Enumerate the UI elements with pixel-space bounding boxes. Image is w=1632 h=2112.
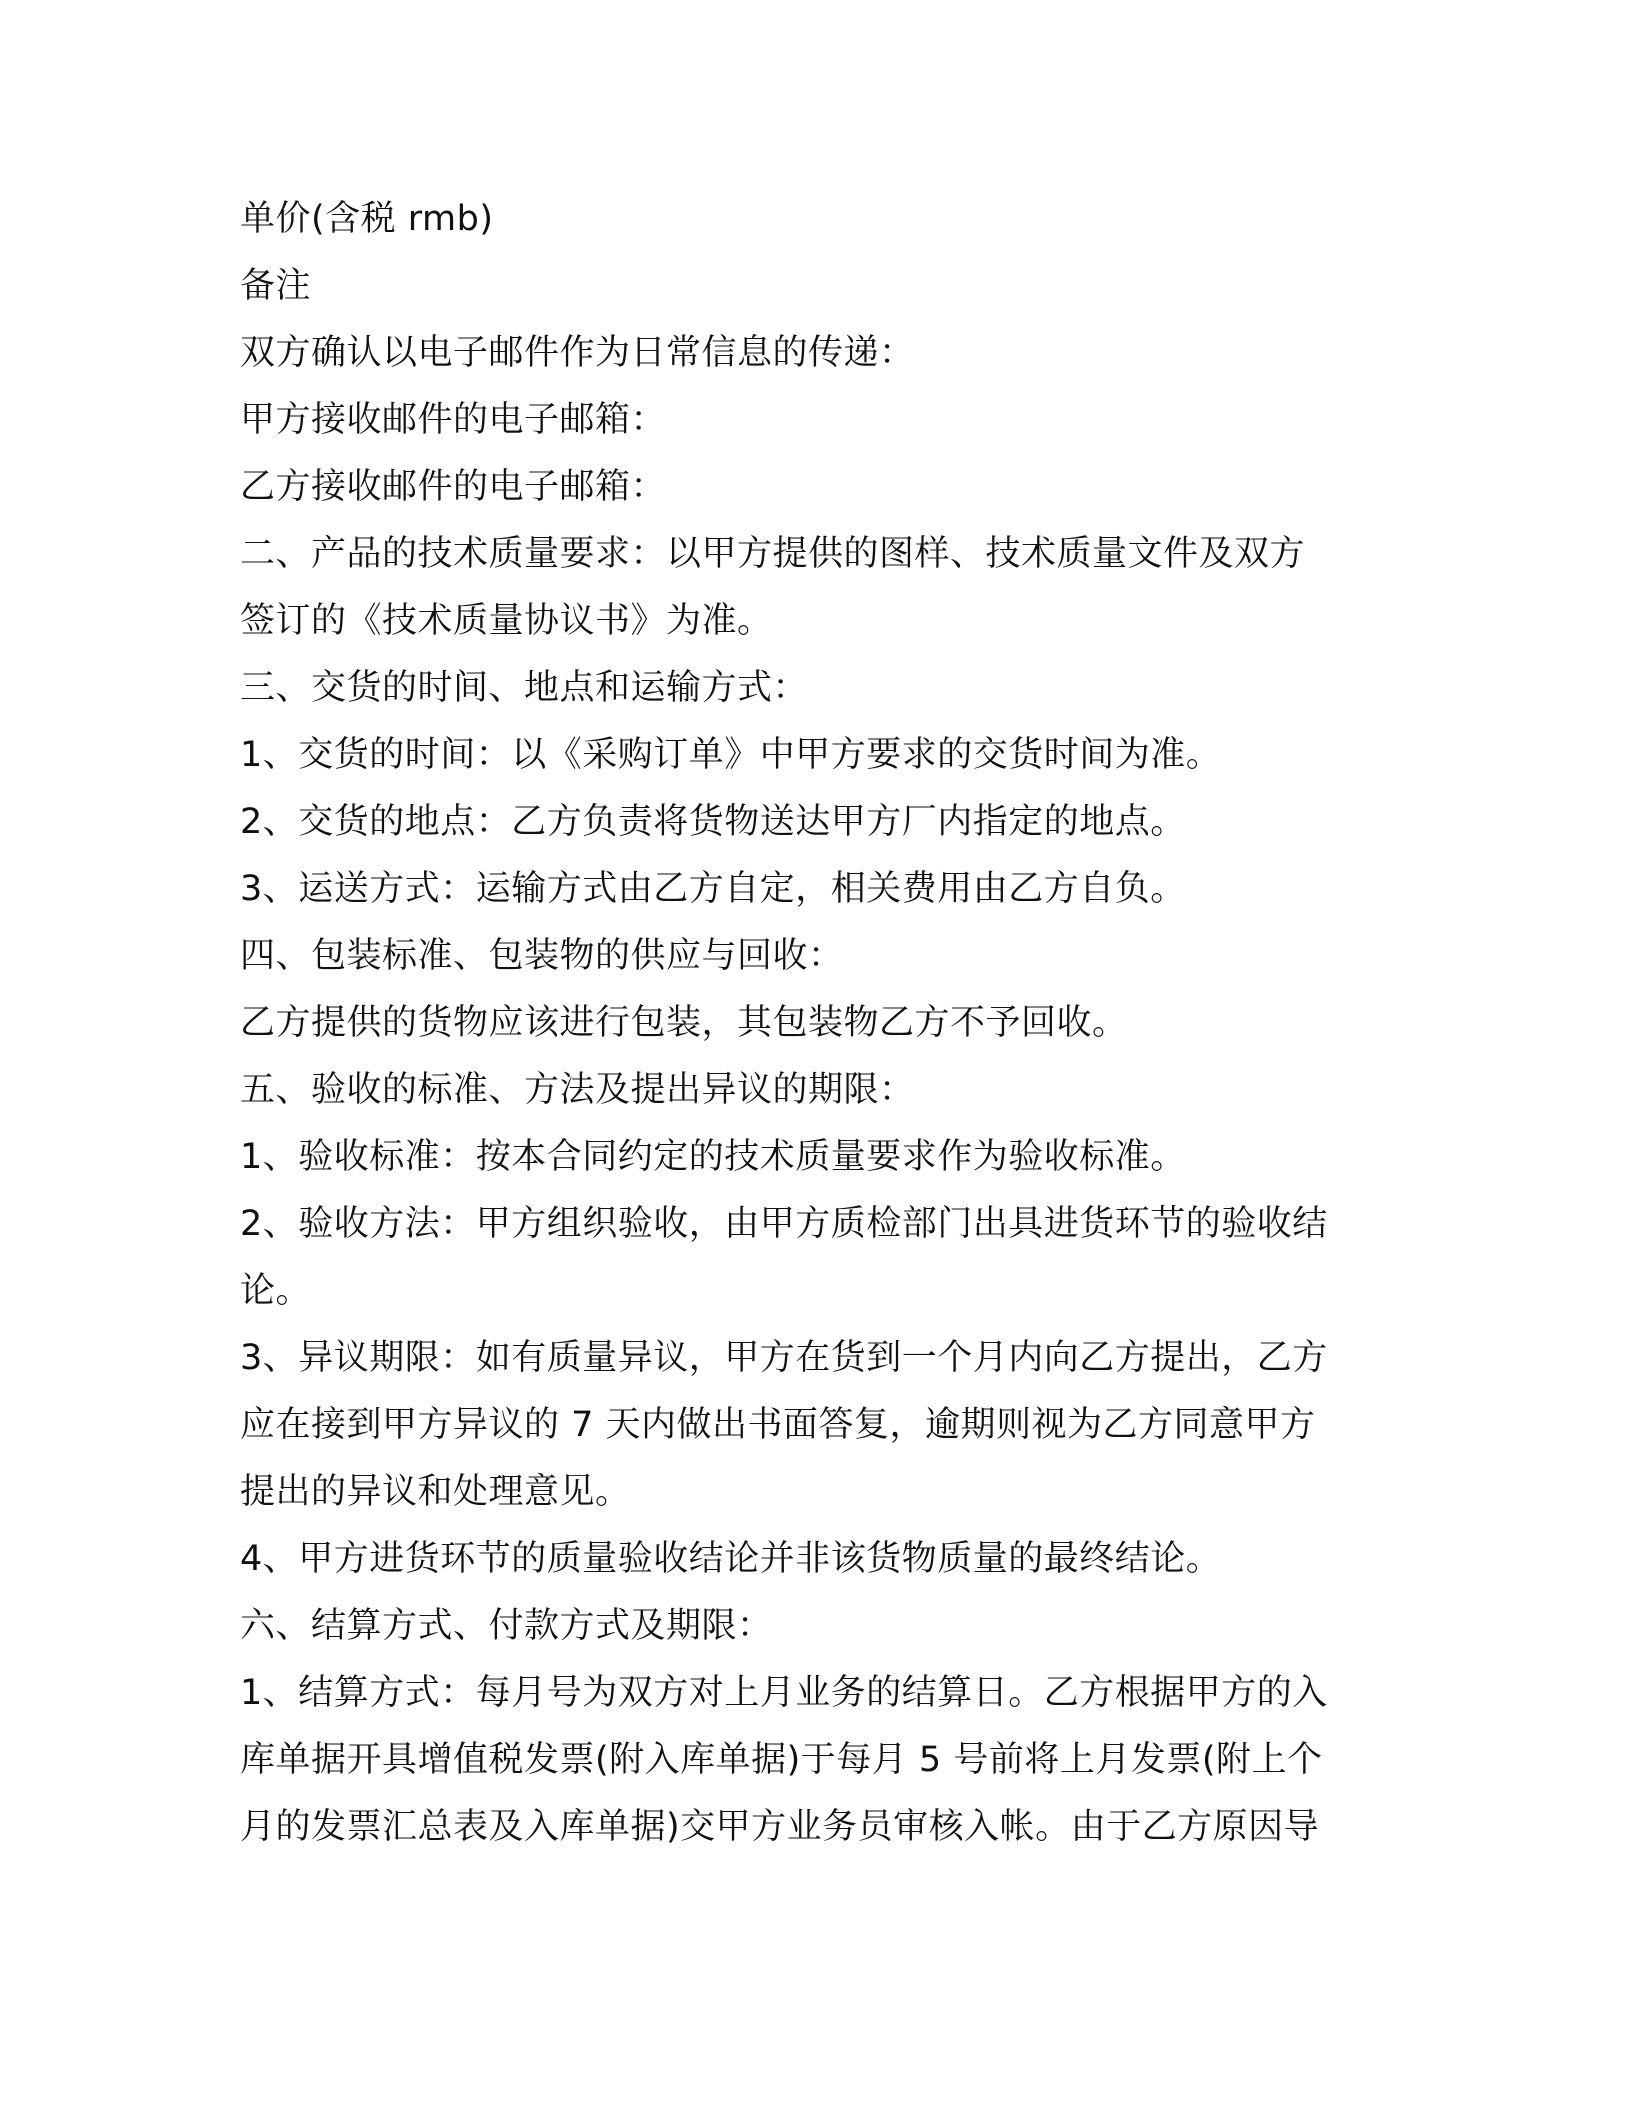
section-heading: 三、交货的时间、地点和运输方式： [240,668,809,708]
list-item: 4、甲方进货环节的质量验收结论并非该货物质量的最终结论。 [240,1539,1222,1579]
text-line: 应在接到甲方异议的 7 天内做出书面答复，逾期则视为乙方同意甲方 [240,1405,1316,1445]
section-heading: 二、产品的技术质量要求：以甲方提供的图样、技术质量文件及双方 [240,534,1306,574]
text-line: 甲方接收邮件的电子邮箱： [240,400,667,440]
text-line: 库单据开具增值税发票(附入库单据)于每月 5 号前将上月发票(附上个 [240,1740,1323,1780]
list-item: 1、交货的时间：以《采购订单》中甲方要求的交货时间为准。 [240,735,1222,775]
list-item: 2、交货的地点：乙方负责将货物送达甲方厂内指定的地点。 [240,802,1186,842]
text-line: 月的发票汇总表及入库单据)交甲方业务员审核入帐。由于乙方原因导 [240,1807,1320,1847]
text-line: 签订的《技术质量协议书》为准。 [240,601,773,641]
text-line: 乙方提供的货物应该进行包装，其包装物乙方不予回收。 [240,1003,1128,1043]
text-line: 提出的异议和处理意见。 [240,1472,631,1512]
text-line: 乙方接收邮件的电子邮箱： [240,467,667,507]
list-item: 1、验收标准：按本合同约定的技术质量要求作为验收标准。 [240,1137,1186,1177]
document-body [240,186,1390,1861]
list-item: 2、验收方法：甲方组织验收，由甲方质检部门出具进货环节的验收结 [240,1204,1328,1244]
text-line: 备注 [240,266,312,306]
section-heading: 六、结算方式、付款方式及期限： [240,1606,773,1646]
text-line: 单价(含税 rmb) [240,199,494,239]
list-item: 3、异议期限：如有质量异议，甲方在货到一个月内向乙方提出，乙方 [240,1338,1328,1378]
list-item: 3、运送方式：运输方式由乙方自定，相关费用由乙方自负。 [240,869,1186,909]
list-item: 1、结算方式：每月号为双方对上月业务的结算日。乙方根据甲方的入 [240,1673,1328,1713]
section-heading: 五、验收的标准、方法及提出异议的期限： [240,1070,915,1110]
text-line: 双方确认以电子邮件作为日常信息的传递： [240,333,915,373]
section-heading: 四、包装标准、包装物的供应与回收： [240,936,844,976]
text-line: 论。 [240,1271,312,1311]
